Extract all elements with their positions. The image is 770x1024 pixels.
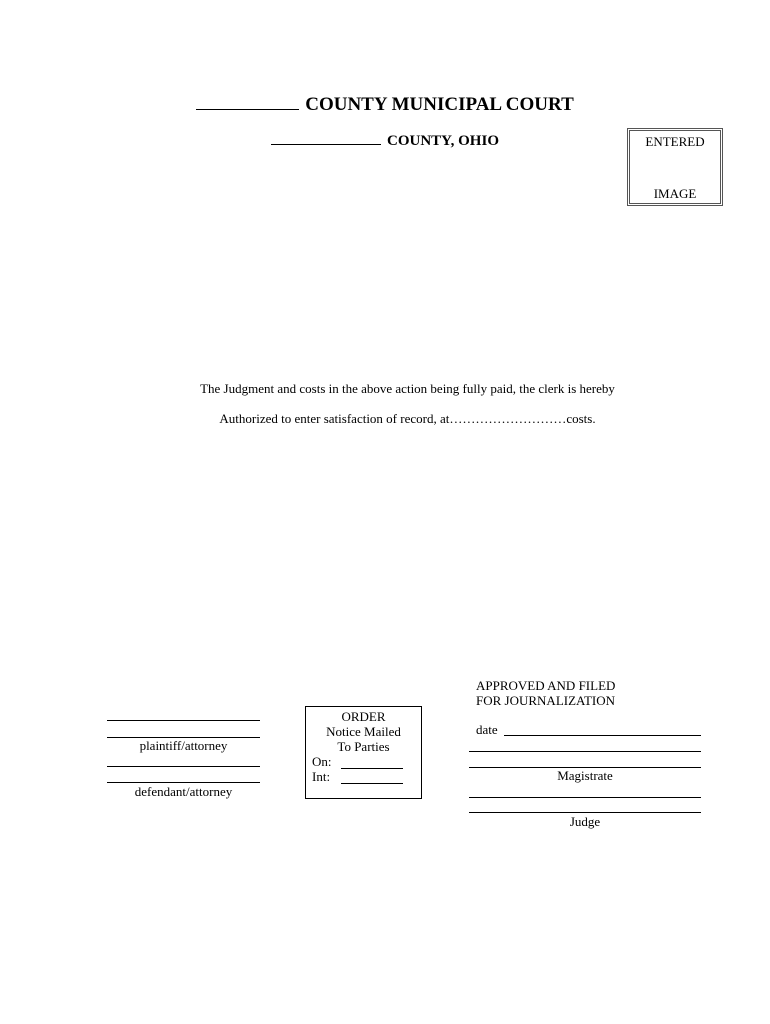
judgment-text-line-1: The Judgment and costs in the above action being fully paid, the clerk is hereby bbox=[200, 381, 615, 396]
defendant-attorney-label: defendant/attorney bbox=[134, 784, 233, 799]
entered-label: ENTERED bbox=[645, 134, 705, 149]
order-title: ORDER bbox=[341, 709, 386, 724]
approved-filed-line-1: APPROVED AND FILED bbox=[476, 678, 616, 693]
county-blank[interactable] bbox=[271, 132, 381, 145]
judge-label: Judge bbox=[569, 814, 601, 829]
judgment-text-line-2: Authorized to enter satisfaction of record, at………………………costs. bbox=[219, 411, 596, 426]
court-title-text: COUNTY MUNICIPAL COURT bbox=[305, 94, 574, 115]
on-label: On: bbox=[312, 754, 332, 769]
approved-filed-heading bbox=[476, 678, 615, 708]
magistrate-signature-line-1[interactable] bbox=[469, 751, 701, 752]
to-parties-label: To Parties bbox=[337, 739, 390, 754]
magistrate-label: Magistrate bbox=[557, 768, 613, 783]
on-date-blank[interactable] bbox=[341, 768, 403, 769]
defendant-signature-line-1[interactable] bbox=[107, 766, 260, 767]
int-label: Int: bbox=[312, 769, 331, 784]
judge-signature-line-1[interactable] bbox=[469, 797, 701, 798]
image-label: IMAGE bbox=[653, 186, 697, 201]
approved-filed-line-2: FOR JOURNALIZATION bbox=[476, 693, 616, 708]
date-label: date bbox=[476, 722, 498, 737]
plaintiff-attorney-label: plaintiff/attorney bbox=[139, 738, 228, 753]
entered-image-box bbox=[627, 128, 723, 206]
county-state-text: COUNTY, OHIO bbox=[387, 133, 499, 149]
order-notice-box bbox=[305, 706, 422, 799]
court-title bbox=[0, 94, 770, 116]
date-line[interactable] bbox=[504, 735, 701, 736]
int-initials-blank[interactable] bbox=[341, 783, 403, 784]
plaintiff-signature-line-1[interactable] bbox=[107, 720, 260, 721]
county-name-blank[interactable] bbox=[196, 95, 299, 110]
notice-mailed-label: Notice Mailed bbox=[326, 724, 401, 739]
judge-signature-line-2[interactable] bbox=[469, 812, 701, 813]
defendant-signature-line-2[interactable] bbox=[107, 782, 260, 783]
